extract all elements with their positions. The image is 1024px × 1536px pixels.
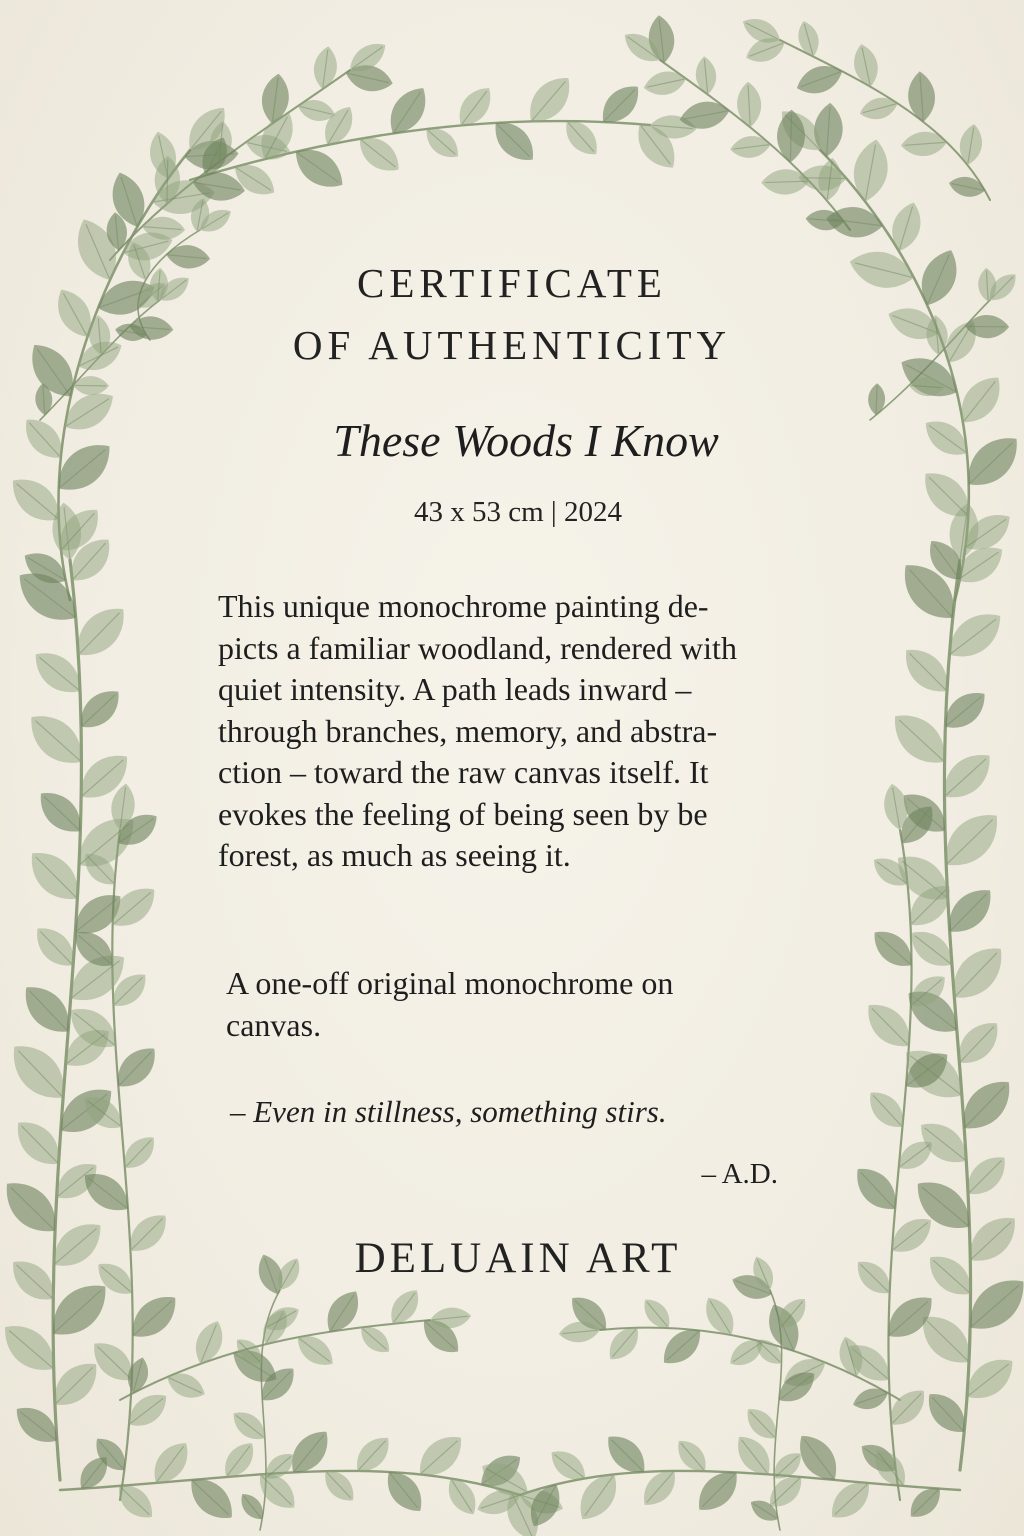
description-line: This unique monochrome painting de- <box>218 588 709 624</box>
certificate-title <box>0 252 1024 376</box>
leaf-icon <box>816 157 844 203</box>
leaf-icon <box>641 68 688 99</box>
leaf-icon <box>947 174 987 201</box>
leaf-icon <box>287 139 351 197</box>
leaf-icon <box>729 134 772 160</box>
brand-name: DELUAIN ART <box>354 1235 682 1282</box>
medium-statement <box>226 962 826 1046</box>
artist-signature: – A.D. <box>701 1158 778 1190</box>
medium-line: canvas. <box>226 1007 322 1043</box>
description-line: ction – toward the raw canvas itself. It <box>218 754 709 790</box>
description-line: picts a familiar woodland, rendered with <box>218 629 737 666</box>
leaf-icon <box>900 130 948 158</box>
artwork-description <box>218 586 838 877</box>
artwork-title: These Woods I Know <box>333 415 719 466</box>
leaf-icon <box>792 59 846 100</box>
leaf-icon <box>794 19 823 60</box>
certificate-title-line-2: OF AUTHENTICITY <box>292 322 732 368</box>
description-line: quiet intensity. A path leads inward – <box>218 671 692 707</box>
leaf-icon <box>163 1367 210 1404</box>
leaf-icon <box>857 94 900 124</box>
leaf-icon <box>886 199 927 256</box>
leaf-icon <box>906 70 936 122</box>
leaf-icon <box>736 81 762 128</box>
description-line: evokes the feeling of being seen by be <box>218 795 708 832</box>
leaf-icon <box>957 122 985 166</box>
leaf-icon <box>694 55 718 95</box>
leaf-icon <box>849 137 893 205</box>
leaf-icon <box>850 1384 891 1414</box>
description-line: forest, as much as seeing it. <box>218 837 571 873</box>
leaf-icon <box>850 42 882 90</box>
leaf-icon <box>868 383 886 416</box>
artist-quote: – Even in stillness, something stirs. <box>230 1094 667 1129</box>
leaf-icon <box>761 168 810 195</box>
dimensions-year: 43 x 53 cm | 2024 <box>414 496 622 528</box>
description-line: through branches, memory, and abstra- <box>218 712 718 749</box>
certificate-title-line-1: CERTIFICATE <box>357 260 667 306</box>
medium-line: A one-off original monochrome on <box>226 965 674 1001</box>
leaf-icon <box>311 45 339 91</box>
